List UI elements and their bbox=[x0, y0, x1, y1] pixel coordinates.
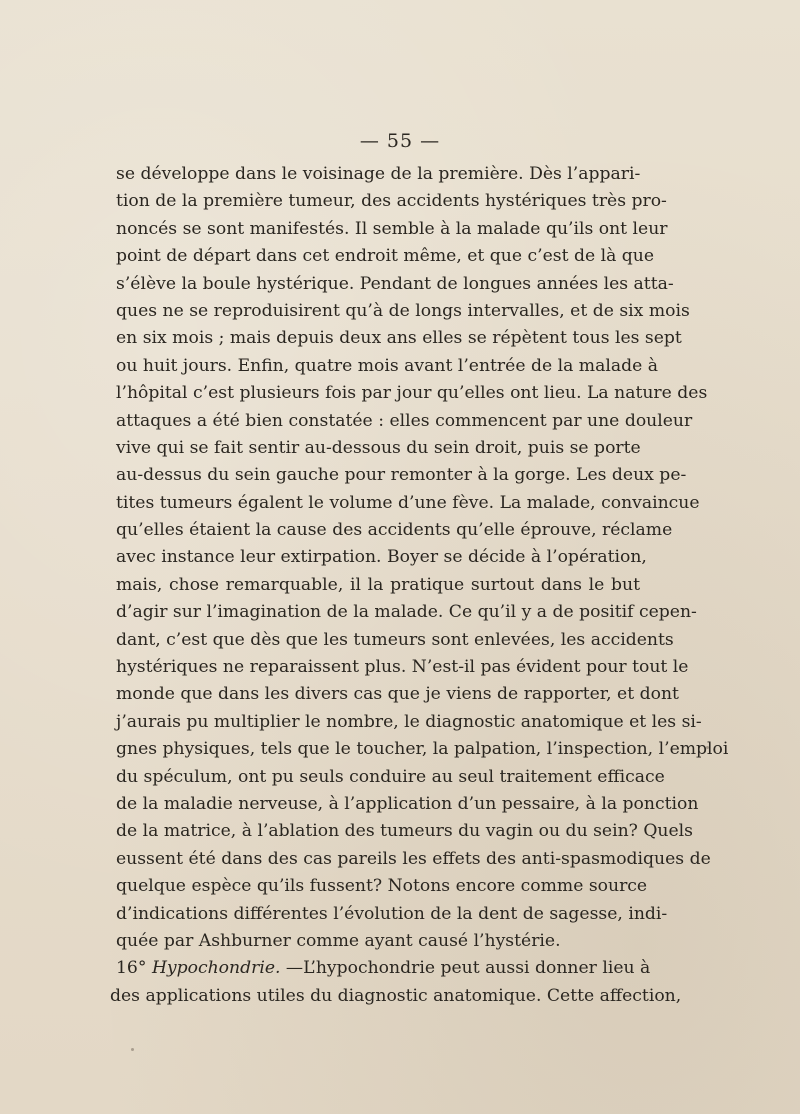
section-heading-line bbox=[116, 955, 651, 982]
paper-speck bbox=[636, 914, 638, 916]
text-line: attaques a été bien constatée : elles commencent par une douleur bbox=[116, 410, 693, 431]
paper-speck bbox=[706, 746, 709, 749]
text-line: avec instance leur extirpation. Boyer se décide à l’opération, bbox=[116, 547, 647, 568]
text-line: se développe dans le voisinage de la première. Dès l’appari- bbox=[116, 164, 641, 184]
text-line: gnes physiques, tels que le toucher, la palpation, l’inspection, l’emploi bbox=[116, 739, 729, 760]
text-line: j’aurais pu multiplier le nombre, le diagnostic anatomique et les si- bbox=[116, 711, 702, 732]
text-line: noncés se sont manifestés. Il semble à la malade qu’ils ont leur bbox=[116, 218, 668, 239]
text-line: mais, chose remarquable, il la pratique surtout dans le but bbox=[116, 574, 640, 595]
text-line: du spéculum, ont pu seuls conduire au seul traitement efficace bbox=[116, 766, 665, 787]
text-line: en six mois ; mais depuis deux ans elles se répètent tous les sept bbox=[116, 328, 682, 349]
text-line: l’hôpital c’est plusieurs fois par jour qu’elles ont lieu. La nature des bbox=[116, 383, 708, 404]
text-line: ques ne se reproduisirent qu’à de longs intervalles, et de six mois bbox=[116, 300, 690, 321]
text-line: quelque espèce qu’ils fussent? Notons encore comme source bbox=[116, 876, 648, 897]
text-line: de la matrice, à l’ablation des tumeurs du vagin ou du sein? Quels bbox=[116, 821, 693, 842]
text-line: tion de la première tumeur, des accidents hystériques très pro- bbox=[116, 191, 667, 212]
body-text bbox=[110, 161, 729, 1010]
text-line: dant, c’est que dès que les tumeurs sont enlevées, les accidents bbox=[116, 629, 674, 650]
text-line: s’élève la boule hystérique. Pendant de longues années les atta- bbox=[116, 273, 674, 294]
section-title: Hypochondrie. bbox=[151, 958, 281, 979]
text-line: vive qui se fait sentir au-dessous du sein droit, puis se porte bbox=[116, 437, 641, 458]
text-line: ou huit jours. Enfin, quatre mois avant l’entrée de la malade à bbox=[116, 355, 658, 376]
text-line: d’indications différentes l’évolution de la dent de sagesse, indi- bbox=[116, 903, 668, 924]
text-line: de la maladie nerveuse, à l’application d’un pessaire, à la ponction bbox=[116, 793, 699, 814]
text-line: d’agir sur l’imagination de la malade. Ce qu’il y a de positif cepen- bbox=[116, 602, 697, 623]
section-number: 16° bbox=[116, 958, 147, 979]
paper-speck bbox=[131, 1048, 134, 1051]
text-line: point de départ dans cet endroit même, et que c’est de là que bbox=[116, 246, 655, 267]
text-line: monde que dans les divers cas que je viens de rapporter, et dont bbox=[116, 684, 679, 705]
text-line: eussent été dans des cas pareils les effets des anti-spasmodiques de bbox=[116, 848, 711, 869]
text-line: qu’elles étaient la cause des accidents qu’elle éprouve, réclame bbox=[116, 520, 673, 541]
text-line: hystériques ne reparaissent plus. N’est-il pas évident pour tout le bbox=[116, 657, 689, 678]
text-line: tites tumeurs égalent le volume d’une fève. La malade, convaincue bbox=[116, 492, 700, 513]
page-number: — 55 — bbox=[359, 130, 441, 152]
text-line: au-dessus du sein gauche pour remonter à la gorge. Les deux pe- bbox=[116, 465, 687, 486]
text-line: des applications utiles du diagnostic anatomique. Cette affection, bbox=[110, 985, 682, 1006]
text-line: quée par Ashburner comme ayant causé l’hystérie. bbox=[116, 930, 561, 951]
section-text: —L’hypochondrie peut aussi donner lieu à bbox=[280, 958, 651, 979]
